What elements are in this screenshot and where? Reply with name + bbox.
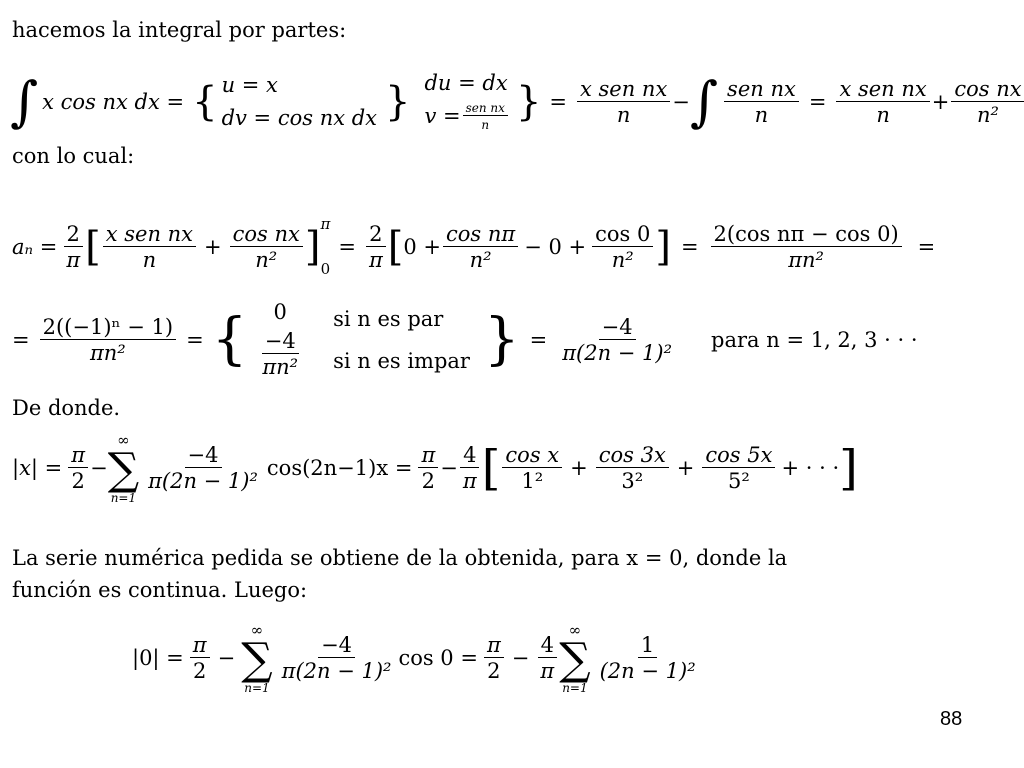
case-odd-fraction: $\frac{-4}{\text{πn²}}$: [262, 329, 299, 379]
series-cos1: $\frac{\text{cos x}}{\text{1²}}$: [502, 445, 562, 492]
sigma-icon-2: ∑: [559, 633, 591, 685]
page-number: 88: [940, 708, 963, 730]
series-term-fraction: $\frac{-4}{\text{π(2n − 1)²}}$: [148, 442, 258, 493]
plus-sign-2: +: [676, 455, 695, 480]
sub-dv: dv = cos nx dx: [221, 106, 378, 130]
intro-text: hacemos la integral por partes:: [12, 18, 347, 42]
sub-u: u = x: [221, 73, 278, 97]
plus-sign: +: [570, 455, 588, 480]
sum-upper: ∞: [117, 430, 130, 449]
right-bracket-2: ]: [655, 224, 671, 270]
right-brace-2: }: [515, 79, 542, 125]
sigma-icon: ∑: [241, 633, 273, 685]
cases-left-brace: {: [211, 307, 248, 372]
bracket-frac-2: $\frac{\text{cos nx}}{\text{n²}}$: [230, 224, 303, 271]
left-bracket: [: [85, 224, 101, 270]
term-zero: 0 +: [403, 234, 442, 259]
cases-result-fraction: $\frac{-4}{\text{π(2n − 1)²}}$: [562, 314, 673, 365]
fraction-4: $\frac{\text{cos nx}}{\text{n²}}$: [951, 79, 1024, 126]
bracket-frac-3: $\frac{\text{cos nπ}}{\text{n²}}$: [443, 224, 518, 271]
middle-terms: − 0 +: [524, 234, 587, 259]
equation-abs-zero-series: [132, 616, 701, 700]
series-cos5: $\frac{\cos 5x}{\text{5²}}$: [702, 445, 775, 492]
coef-fraction: $\frac{2}{\pi}$: [63, 224, 83, 271]
equation-cases: [12, 298, 918, 382]
four-over-pi-fraction: $\frac{4}{\pi}$: [460, 445, 480, 492]
integral-sign-2: ∫: [689, 70, 719, 133]
substitution-left: [222, 69, 377, 135]
fraction-1: $\frac{\text{x sen nx}}{n}$: [577, 79, 670, 126]
summation-2: [559, 620, 591, 695]
equals-sign: =: [549, 89, 567, 114]
result-fraction: $\frac{\text{2(cos nπ − cos 0)}}{\text{πn²}}$: [711, 224, 902, 271]
case-even-condition: si n es par: [333, 306, 444, 331]
final-series-fraction: $\frac{1}{\text{(2n − 1)²}}$: [599, 632, 696, 683]
equals-sign-2: =: [529, 327, 548, 352]
series-tail: + · · ·: [781, 455, 840, 480]
equals-sign: =: [338, 234, 356, 259]
minus-sign: −: [90, 455, 108, 480]
equation-abs-x-series: [12, 428, 858, 508]
summation: [241, 620, 273, 695]
v-fraction: $\frac{\text{sen nx}}{n}$: [463, 102, 508, 131]
sum-upper-2: ∞: [568, 620, 582, 639]
four-over-pi-fraction: $\frac{4}{\pi}$: [537, 635, 557, 682]
right-bracket: ]: [304, 224, 321, 270]
lower-limit: 0: [320, 260, 331, 278]
left-bracket-2: [: [387, 224, 404, 270]
sub-v: v =: [424, 104, 461, 128]
bracket-frac-1: $\frac{\text{x sen nx}}{n}$: [103, 224, 196, 271]
left-bracket: [: [481, 440, 501, 496]
pi-half-fraction: $\frac{\pi}{2}$: [68, 445, 88, 492]
sum-lower: n=1: [110, 490, 137, 505]
minus-sign: −: [672, 89, 690, 114]
series-cos3: $\frac{\cos 3x}{\text{3²}}$: [596, 445, 669, 492]
coef-fraction-2: $\frac{2}{\pi}$: [366, 224, 386, 271]
cases-conditions: [333, 298, 470, 382]
summation: [107, 430, 140, 505]
case-even-value: 0: [273, 300, 287, 324]
leading-equals: =: [12, 327, 30, 352]
minus-sign-2: −: [440, 455, 458, 480]
serie-text-line2: función es continua. Luego:: [12, 578, 308, 602]
right-bracket: ]: [839, 440, 858, 496]
con-lo-cual-text: con lo cual:: [12, 144, 135, 168]
equation-integration-by-parts: [10, 62, 1024, 142]
equals-sign: =: [186, 327, 204, 352]
trailing-equals: =: [917, 234, 936, 259]
bracket-frac-4: $\frac{\cos 0}{\text{n²}}$: [592, 224, 653, 271]
cases-right-brace: }: [483, 307, 520, 372]
para-n-text: para n = 1, 2, 3 · · ·: [711, 327, 918, 352]
an-lhs: aₙ =: [12, 234, 58, 259]
equals-sign-2: =: [808, 89, 827, 114]
cos-term: cos(2n−1)x =: [266, 455, 413, 480]
abs-zero-lhs: |0| =: [132, 645, 184, 670]
left-brace: {: [192, 79, 218, 125]
evaluation-limits: [320, 217, 330, 277]
pi-half-fraction-2: $\frac{\pi}{2}$: [418, 445, 438, 492]
upper-limit: π: [320, 215, 331, 233]
sum-lower: n=1: [244, 680, 270, 695]
substitution-right: [424, 69, 509, 135]
sum-upper: ∞: [250, 620, 264, 639]
sum-lower-2: n=1: [562, 680, 588, 695]
integrand: x cos nx dx =: [42, 89, 185, 114]
serie-text-line1: La serie numérica pedida se obtiene de la obtenida, para x = 0, donde la: [12, 546, 788, 570]
equals-sign-2: =: [680, 234, 699, 259]
pi-half-fraction-2: $\frac{\pi}{2}$: [484, 635, 504, 682]
sigma-icon: ∑: [107, 443, 140, 495]
fraction-2: $\frac{\text{sen nx}}{n}$: [724, 79, 799, 126]
pi-half-fraction: $\frac{\pi}{2}$: [190, 635, 210, 682]
equation-an: [12, 212, 935, 282]
fraction-3: $\frac{\text{x sen nx}}{n}$: [836, 79, 929, 126]
plus-sign: +: [204, 234, 222, 259]
cos-zero-term: cos 0 =: [398, 645, 478, 670]
cases-values: [257, 298, 303, 382]
de-donde-text: De donde.: [12, 396, 121, 420]
sub-du: du = dx: [424, 71, 508, 95]
cases-lhs-fraction: $\frac{\text{2((−1)ⁿ − 1)}}{\text{πn²}}$: [40, 317, 176, 364]
minus-sign: −: [217, 645, 236, 670]
plus-sign: +: [931, 89, 950, 114]
series-term-fraction: $\frac{-4}{\text{π(2n − 1)²}}$: [281, 632, 392, 683]
abs-x-lhs: |x| =: [12, 455, 63, 480]
integral-sign: ∫: [10, 70, 39, 133]
minus-sign-2: −: [511, 645, 530, 670]
case-odd-condition: si n es impar: [333, 348, 470, 373]
right-brace: }: [385, 79, 411, 125]
